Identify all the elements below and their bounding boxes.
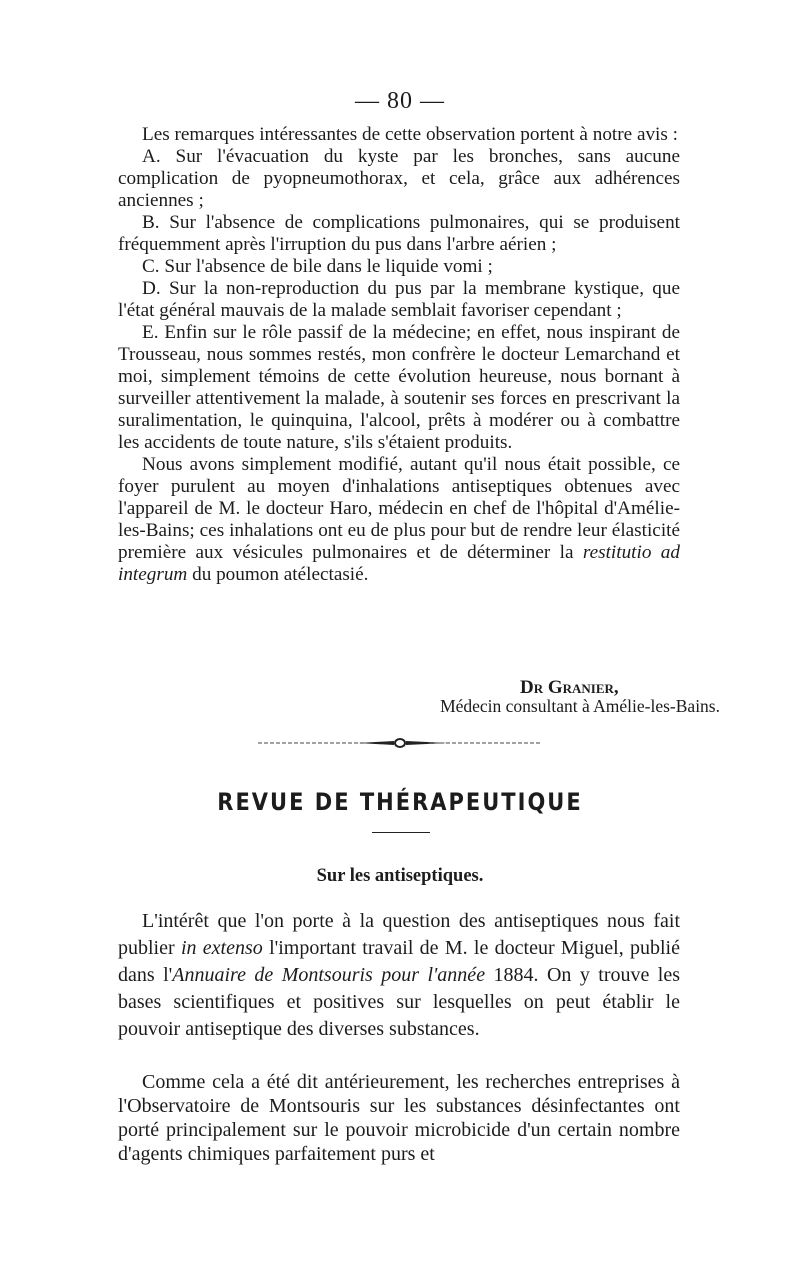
section-subtitle: Sur les antiseptiques. [316, 866, 484, 886]
italic-in-extenso: in extenso [180, 937, 263, 959]
antiseptics-paragraph-1: L'intérêt que l'on porte à la question des antiseptiques nous fait publier in extenso l'important travail de M. le docteur Miguel, publié dans l'Annuaire de Montsouris pour l'année 1884. On y trouve les bases scientifiques et positives sur lesquelles on peut établir le pouvoir antiseptique des diverses substances. [118, 910, 681, 1040]
remark-e: E. Enfin sur le rôle passif de la médecine; en effet, nous inspirant de Trousseau, nous sommes restés, mon confrère le docteur Lemarchand et moi, simplement témoins de cette évolution heureuse, nous bornant à surveiller attentivement la malade, à soutenir ses forces en prescrivant la suralimentation, le quinquina, l'alcool, prêts à modérer ou à combattre les accidents de toute nature, s'ils s'étaient produits. [118, 322, 680, 453]
remark-d: D. Sur la non-reproduction du pus par la membrane kystique, que l'état général mauvais de la malade semblait favoriser cependant ; [118, 278, 680, 321]
ornamental-rule [258, 736, 542, 750]
page-number: — 80 — [355, 88, 445, 114]
author-name: Dr Granier, [520, 677, 619, 698]
remark-b: B. Sur l'absence de complications pulmonaires, qui se produisent fréquemment après l'irruption du pus dans l'arbre aérien ; [118, 212, 680, 255]
remark-c: C. Sur l'absence de bile dans le liquide vomi ; [142, 256, 493, 277]
title-rule [372, 832, 430, 833]
remarks-intro: Les remarques intéressantes de cette observation portent à notre avis : [142, 124, 678, 145]
section-title: REVUE DE THÉRAPEUTIQUE [217, 788, 583, 816]
observation-remarks [118, 124, 680, 586]
italic-annuaire: Annuaire de Montsouris pour l'année [172, 964, 486, 986]
author-role: Médecin consultant à Amélie-les-Bains. [440, 696, 720, 716]
latin-phrase: restitutio ad integrum [118, 542, 680, 585]
antiseptics-paragraph-2: Comme cela a été dit antérieurement, les recherches entreprises à l'Observatoire de Montsouris sur les substances désinfectantes ont porté principalement sur le pouvoir microbicide d'un certain nombre d'agents chimiques parfaitement purs et [118, 1071, 680, 1165]
remark-a: A. Sur l'évacuation du kyste par les bronches, sans aucune complication de pyopneumothorax, et cela, grâce aux adhérences anciennes ; [118, 146, 680, 211]
closing-paragraph: Nous avons simplement modifié, autant qu'il nous était possible, ce foyer purulent au moyen d'inhalations antiseptiques obtenues avec l'appareil de M. le docteur Haro, médecin en chef de l'hôpital d'Amélie-les-Bains; ces inhalations ont eu de plus pour but de rendre leur élasticité première aux vésicules pulmonaires et de déterminer la restitutio ad integrum du poumon atélectasié. [118, 454, 680, 585]
